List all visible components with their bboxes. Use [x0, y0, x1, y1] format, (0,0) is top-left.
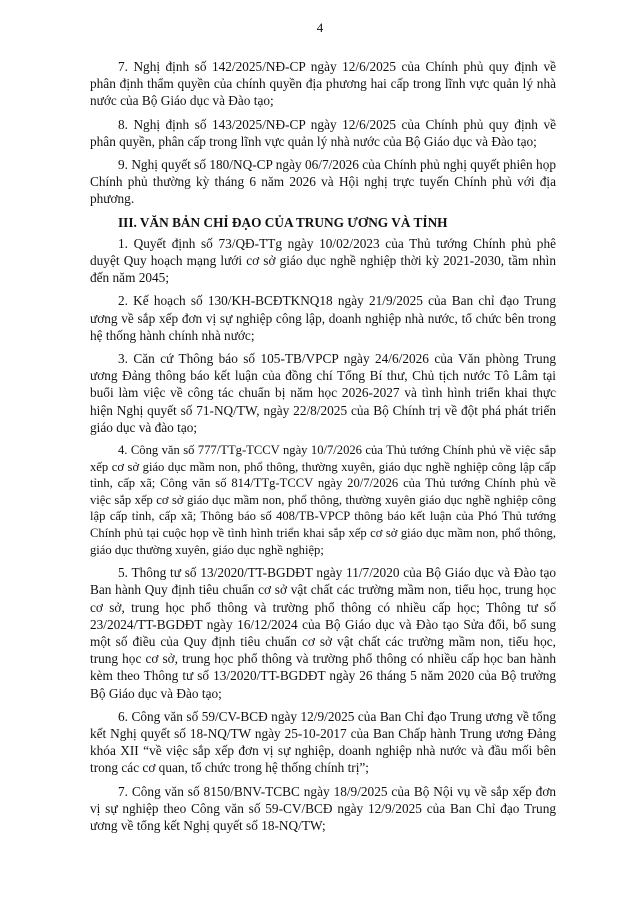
- paragraph-official-letter-777: 4. Công văn số 777/TTg-TCCV ngày 10/7/2026 của Thủ tướng Chính phủ về việc sắp xếp cơ sở giáo dục mầm non, phổ thông, thường xuyên, giáo dục nghề nghiệp công lập cấp tỉnh, cấp xã; Công văn số 814/TTg-TCCV ngày 20/7/2026 của Thủ tướng Chính phủ về việc sắp xếp cơ sở giáo dục mầm non, phổ thông, thường xuyên giáo dục nghề nghiệp công lập cấp tỉnh, cấp xã; Thông báo số 408/TB-VPCP thông báo kết luận của Phó Thủ tướng Chính phủ tại cuộc họp về tình hình triển khai sắp xếp cơ sở giáo dục mầm non, phổ thông, giáo dục thường xuyên, giáo dục nghề nghiệp;: [90, 443, 556, 557]
- paragraph-decree-142: 7. Nghị định số 142/2025/NĐ-CP ngày 12/6/2025 của Chính phủ quy định về phân định thẩm quyền của chính quyền địa phương hai cấp trong lĩnh vực quản lý nhà nước của Bộ Giáo dục và Đào tạo;: [90, 59, 556, 109]
- document-body: [90, 58, 556, 840]
- paragraph-circular-13: 5. Thông tư số 13/2020/TT-BGDĐT ngày 11/7/2020 của Bộ Giáo dục và Đào tạo Ban hành Quy định tiêu chuẩn cơ sở vật chất các trường mầm non, tiểu học, trung học cơ sở, trung học phổ thông và trường phổ thông có nhiều cấp học; Thông tư số 23/2024/TT-BGDĐT ngày 16/12/2024 của Bộ Giáo dục và Đào tạo Sửa đổi, bổ sung một số điều của Quy định tiêu chuẩn cơ sở vật chất các trường mầm non, tiểu học, trung học cơ sở, trung học phổ thông và trường phổ thông có nhiều cấp học ban hành kèm theo Thông tư số 13/2020/TT-BGDĐT ngày 26 tháng 5 năm 2020 của Bộ trưởng Bộ Giáo dục và Đào tạo;: [90, 565, 556, 701]
- paragraph-decree-143: 8. Nghị định số 143/2025/NĐ-CP ngày 12/6/2025 của Chính phủ quy định về phân quyền, phân cấp trong lĩnh vực quản lý nhà nước của Bộ Giáo dục và Đào tạo;: [90, 116, 556, 149]
- paragraph-decision-73: 1. Quyết định số 73/QĐ-TTg ngày 10/02/2023 của Thủ tướng Chính phủ phê duyệt Quy hoạch mạng lưới cơ sở giáo dục nghề nghiệp thời kỳ 2021-2030, tầm nhìn đến năm 2045;: [90, 235, 556, 286]
- paragraph-notice-105: 3. Căn cứ Thông báo số 105-TB/VPCP ngày 24/6/2026 của Văn phòng Trung ương Đảng thông báo kết luận của đồng chí Tổng Bí thư, Chủ tịch nước Tô Lâm tại buổi làm việc về công tác chuẩn bị năm học 2026-2027 và tình hình triển khai thực hiện Nghị quyết số 71-NQ/TW, ngày 22/8/2025 của Bộ Chính trị về đột phá phát triển giáo dục và đào tạo;: [90, 351, 556, 435]
- page-number: 4: [316, 20, 324, 35]
- paragraph-official-letter-59: 6. Công văn số 59/CV-BCĐ ngày 12/9/2025 của Ban Chỉ đạo Trung ương về tổng kết Nghị quyết số 18-NQ/TW ngày 25-10-2017 của Ban Chấp hành Trung ương Đảng khóa XII “về việc sắp xếp đơn vị sự nghiệp, doanh nghiệp nhà nước và đầu mối bên trong các cơ quan, tổ chức trong hệ thống chính trị”;: [90, 708, 556, 776]
- paragraph-official-letter-8150: 7. Công văn số 8150/BNV-TCBC ngày 18/9/2025 của Bộ Nội vụ về sắp xếp đơn vị sự nghiệp theo Công văn số 59-CV/BCĐ ngày 12/9/2025 của Ban Chỉ đạo Trung ương về tổng kết Nghị quyết số 18-NQ/TW;: [90, 783, 556, 834]
- paragraph-plan-130: 2. Kế hoạch số 130/KH-BCĐTKNQ18 ngày 21/9/2025 của Ban chỉ đạo Trung ương về sắp xếp đơn vị sự nghiệp công lập, doanh nghiệp nhà nước, tổ chức bên trong hệ thống hành chính nhà nước;: [90, 293, 556, 343]
- section-heading-iii: III. VĂN BẢN CHỈ ĐẠO CỦA TRUNG ƯƠNG VÀ TỈNH: [118, 214, 448, 230]
- paragraph-resolution-180: 9. Nghị quyết số 180/NQ-CP ngày 06/7/2026 của Chính phủ nghị quyết phiên họp Chính phủ thường kỳ tháng 6 năm 2026 và Hội nghị trực tuyến Chính phủ với địa phương.: [90, 157, 556, 207]
